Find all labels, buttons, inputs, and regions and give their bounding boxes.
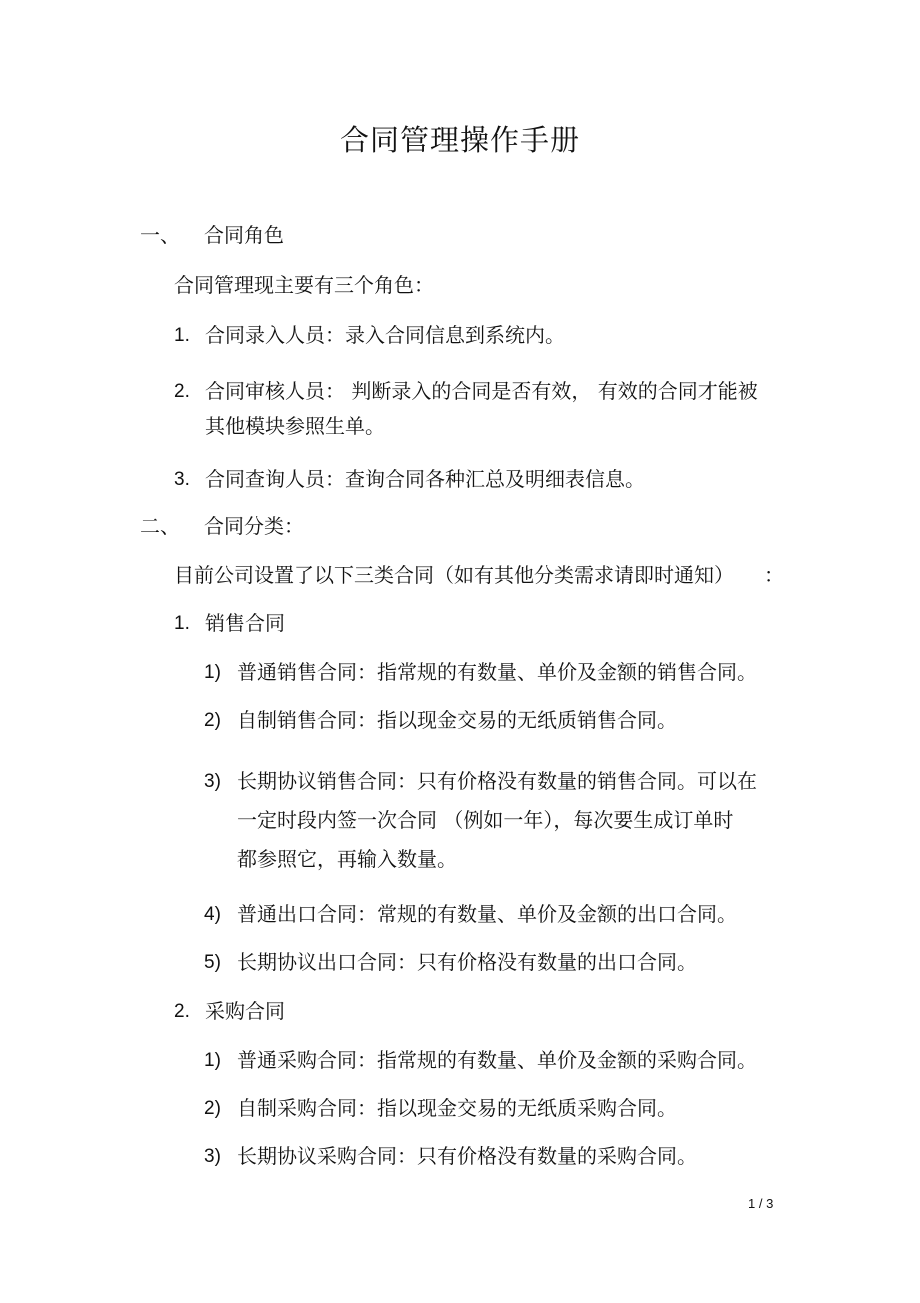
category-1-number: 1.	[174, 613, 190, 634]
section-1-heading: 合同角色	[204, 223, 284, 247]
section-2-intro: 目前公司设置了以下三类合同（如有其他分类需求请即时通知）	[174, 563, 734, 587]
page-number: 1 / 3	[748, 1196, 774, 1211]
role-2-number: 2.	[174, 381, 190, 402]
sales-item-3-text-line2: 一定时段内签一次合同 （例如一年），每次要生成订单时	[237, 808, 734, 832]
section-2-heading: 合同分类：	[204, 514, 304, 538]
sales-item-2-text: 自制销售合同：指以现金交易的无纸质销售合同。	[237, 708, 677, 732]
sales-item-3-text-line1: 长期协议销售合同：只有价格没有数量的销售合同。可以在	[237, 769, 757, 793]
purchase-item-2-number: 2)	[204, 1098, 221, 1119]
sales-item-3-number: 3)	[204, 771, 221, 792]
category-2-label: 采购合同	[205, 999, 285, 1023]
role-3-number: 3.	[174, 469, 190, 490]
purchase-item-3-text: 长期协议采购合同：只有价格没有数量的采购合同。	[237, 1144, 697, 1168]
role-2-text-line2: 其他模块参照生单。	[205, 414, 385, 438]
sales-item-4-text: 普通出口合同：常规的有数量、单价及金额的出口合同。	[237, 902, 737, 926]
role-3-text: 合同查询人员：查询合同各种汇总及明细表信息。	[205, 467, 645, 491]
page-title: 合同管理操作手册	[339, 123, 580, 157]
section-1-intro: 合同管理现主要有三个角色：	[174, 273, 434, 297]
purchase-item-2-text: 自制采购合同：指以现金交易的无纸质采购合同。	[237, 1096, 677, 1120]
sales-item-3-text-line3: 都参照它，再输入数量。	[237, 847, 457, 871]
sales-item-5-text: 长期协议出口合同：只有价格没有数量的出口合同。	[237, 950, 697, 974]
role-1-text: 合同录入人员：录入合同信息到系统内。	[205, 323, 565, 347]
sales-item-5-number: 5)	[204, 952, 221, 973]
sales-item-4-number: 4)	[204, 904, 221, 925]
sales-item-1-number: 1)	[204, 662, 221, 683]
purchase-item-1-text: 普通采购合同：指常规的有数量、单价及金额的采购合同。	[237, 1048, 757, 1072]
sales-item-2-number: 2)	[204, 710, 221, 731]
section-2-marker: 二、	[140, 514, 180, 538]
sales-item-1-text: 普通销售合同：指常规的有数量、单价及金额的销售合同。	[237, 660, 757, 684]
category-1-label: 销售合同	[205, 611, 285, 635]
role-1-number: 1.	[174, 325, 190, 346]
section-1-marker: 一、	[140, 223, 180, 247]
role-2-text-line1: 合同审核人员： 判断录入的合同是否有效， 有效的合同才能被	[205, 379, 758, 403]
section-2-intro-colon: ：	[764, 563, 784, 587]
purchase-item-3-number: 3)	[204, 1146, 221, 1167]
purchase-item-1-number: 1)	[204, 1050, 221, 1071]
category-2-number: 2.	[174, 1001, 190, 1022]
